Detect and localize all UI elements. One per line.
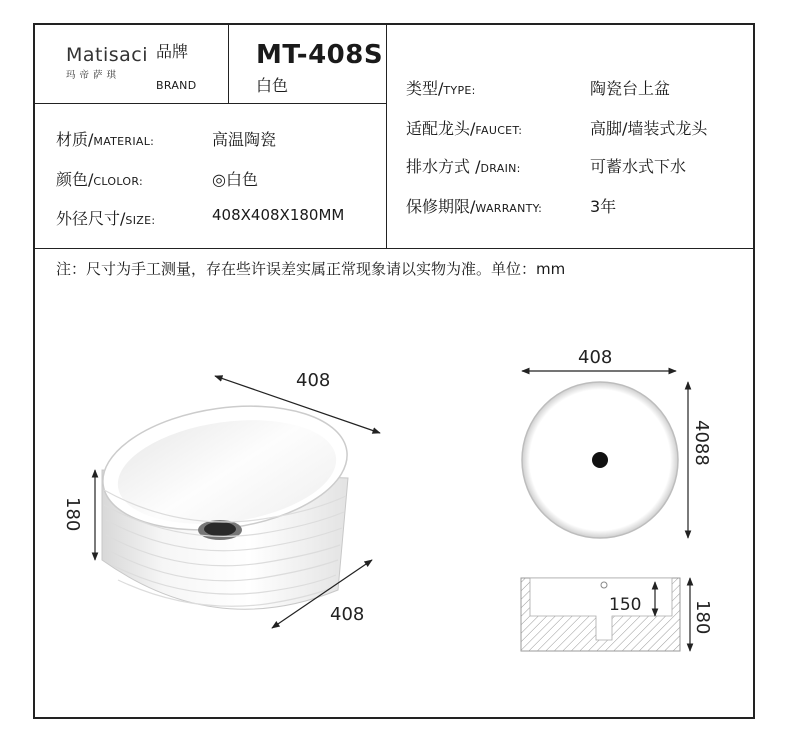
spec-value-drain: 可蓄水式下水 (590, 157, 687, 176)
model-color: 白色 (256, 76, 289, 95)
model-code: MT-408S (256, 40, 384, 70)
brand-logo-cn: 玛帝萨琪 (66, 70, 121, 81)
spec-value-size: 408X408X180MM (212, 206, 345, 224)
inner-depth-label: 150 (609, 595, 642, 615)
spec-label-en: TYPE: (443, 84, 476, 97)
spec-label-cn: 外径尺寸/ (56, 209, 126, 228)
top-view-width-label: 408 (578, 347, 613, 368)
side-height-label: 180 (692, 600, 713, 635)
side-view (521, 578, 713, 651)
spec-label-en: DRAIN: (480, 162, 521, 175)
spec-value-faucet: 高脚/墙装式龙头 (590, 119, 708, 138)
top-view (522, 347, 712, 538)
drain-hole (592, 452, 608, 468)
spec-label-cn: 适配龙头/ (406, 119, 476, 138)
top-view-height-label: 4088 (691, 420, 712, 466)
spec-label-en: SIZE: (125, 214, 156, 227)
spec-value-material: 高温陶瓷 (212, 130, 277, 149)
spec-value-color: ◎白色 (212, 170, 258, 189)
spec-label-en: CLOLOR: (93, 175, 143, 188)
spec-label-en: MATERIAL: (93, 135, 155, 148)
spec-label-cn: 材质/ (56, 130, 94, 149)
dim-label-bottom: 408 (330, 604, 365, 625)
spec-label-en: WARRANTY: (475, 202, 543, 215)
basin-photo (95, 391, 355, 609)
spec-label-cn: 类型/ (406, 79, 444, 98)
spec-label-cn: 保修期限/ (406, 197, 476, 216)
dim-label-top: 408 (296, 370, 331, 391)
measurement-note: 注：尺寸为手工测量，存在些许误差实属正常现象请以实物为准。单位：mm (56, 260, 566, 278)
brand-logo-text: Matisaci (66, 44, 149, 66)
dim-label-height: 180 (62, 497, 83, 532)
spec-label-en: FAUCET: (475, 124, 523, 137)
brand-label-en: BRAND (156, 79, 197, 92)
spec-value-warranty: 3年 (590, 197, 617, 216)
spec-label-cn: 排水方式 / (406, 157, 481, 176)
spec-label-cn: 颜色/ (56, 170, 94, 189)
brand-label-cn: 品牌 (156, 42, 189, 61)
spec-value-type: 陶瓷台上盆 (590, 79, 671, 98)
